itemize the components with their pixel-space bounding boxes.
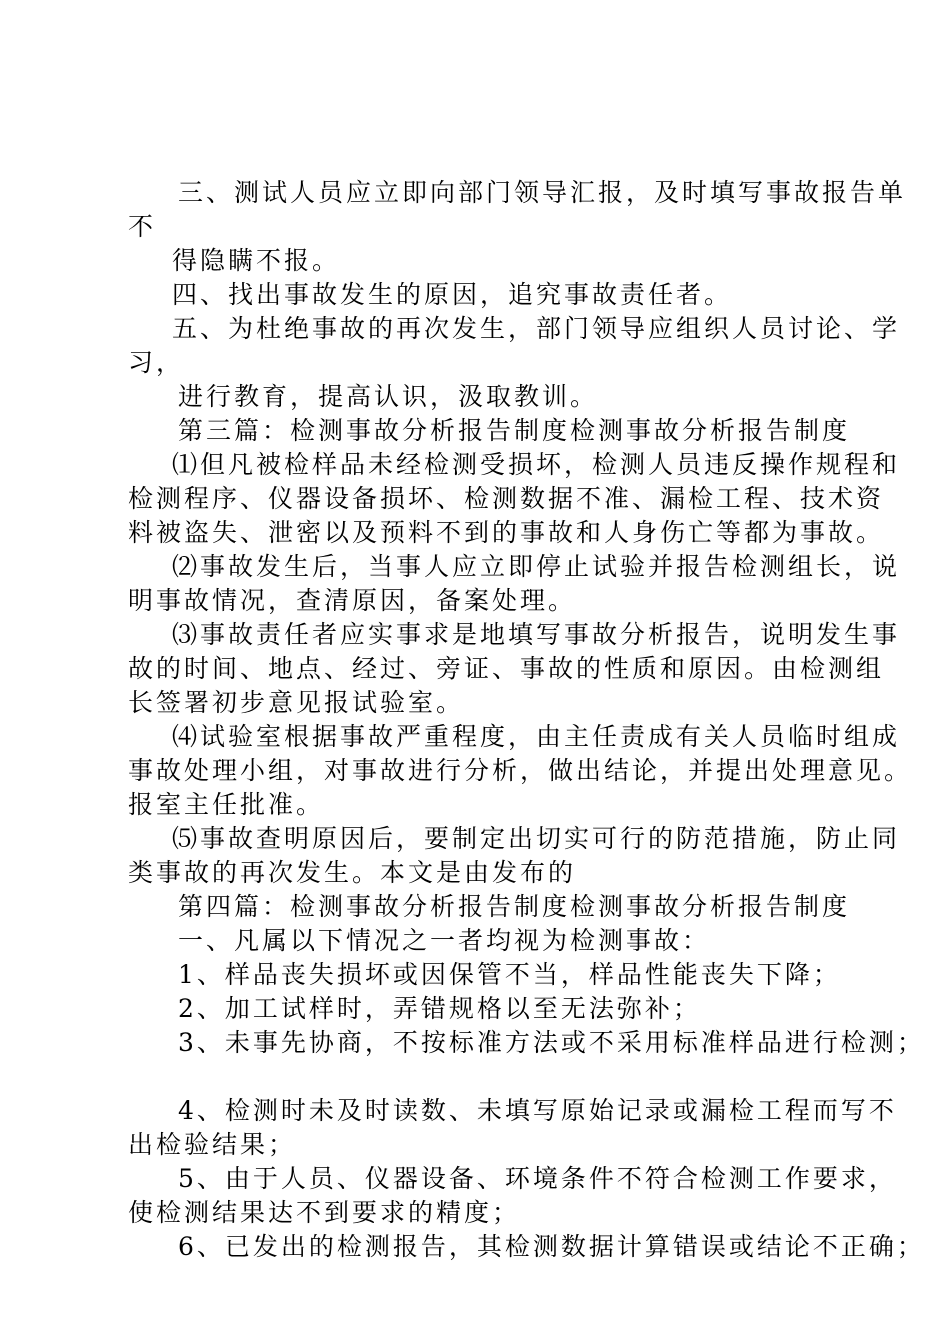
list-item: 6、已发出的检测报告，其检测数据计算错误或结论不正确；: [178, 1232, 925, 1261]
list-item: 3、未事先协商，不按标准方法或不采用标准样品进行检测；: [178, 1028, 925, 1057]
text-line: 明事故情况，查清原因，备案处理。: [128, 586, 577, 615]
blank-line: [128, 1060, 840, 1094]
text-line: ⑵事故发生后，当事人应立即停止试验并报告检测组长，说: [172, 552, 901, 581]
text-line: 得隐瞒不报。: [172, 246, 341, 275]
document-body: [128, 176, 925, 1264]
text-line: ⑴但凡被检样品未经检测受损坏，检测人员违反操作规程和: [172, 450, 901, 479]
text-line: 进行教育，提高认识，汲取教训。: [178, 382, 599, 411]
section-heading: 第四篇：检测事故分析报告制度检测事故分析报告制度: [178, 892, 851, 921]
list-item: 4、检测时未及时读数、未填写原始记录或漏检工程而写不: [178, 1096, 897, 1125]
text-line: ⑷试验室根据事故严重程度，由主任责成有关人员临时组成: [172, 722, 901, 751]
text-line: 三、测试人员应立即向部门领导汇报，及时填写事故报告单: [178, 178, 907, 207]
text-line: 料被盗失、泄密以及预料不到的事故和人身伤亡等都为事故。: [128, 518, 885, 547]
text-line: 长签署初步意见报试验室。: [128, 688, 465, 717]
list-item: 2、加工试样时，弄错规格以至无法弥补；: [178, 994, 701, 1023]
text-line: ⑶事故责任者应实事求是地填写事故分析报告，说明发生事: [172, 620, 901, 649]
text-line: 报室主任批准。: [128, 790, 325, 819]
text-line: 出检验结果；: [128, 1130, 297, 1159]
text-line: 故的时间、地点、经过、旁证、事故的性质和原因。由检测组: [128, 654, 885, 683]
text-line: 五、为杜绝事故的再次发生，部门领导应组织人员讨论、学: [172, 314, 901, 343]
text-line: 事故处理小组，对事故进行分析，做出结论，并提出处理意见。: [128, 756, 913, 785]
text-line: 类事故的再次发生。本文是由发布的: [128, 858, 577, 887]
text-line: 习，: [128, 348, 185, 377]
text-line: ⑸事故查明原因后，要制定出切实可行的防范措施，防止同: [172, 824, 901, 853]
text-line: 四、找出事故发生的原因，追究事故责任者。: [172, 280, 733, 309]
section-heading: 第三篇：检测事故分析报告制度检测事故分析报告制度: [178, 416, 851, 445]
text-line: 一、凡属以下情况之一者均视为检测事故：: [178, 926, 711, 955]
text-line: 使检测结果达不到要求的精度；: [128, 1198, 521, 1227]
list-item: 5、由于人员、仪器设备、环境条件不符合检测工作要求，: [178, 1164, 897, 1193]
text-line: 不: [128, 212, 157, 241]
list-item: 1、样品丧失损坏或因保管不当，样品性能丧失下降；: [178, 960, 841, 989]
text-line: 检测程序、仪器设备损坏、检测数据不准、漏检工程、技术资: [128, 484, 885, 513]
